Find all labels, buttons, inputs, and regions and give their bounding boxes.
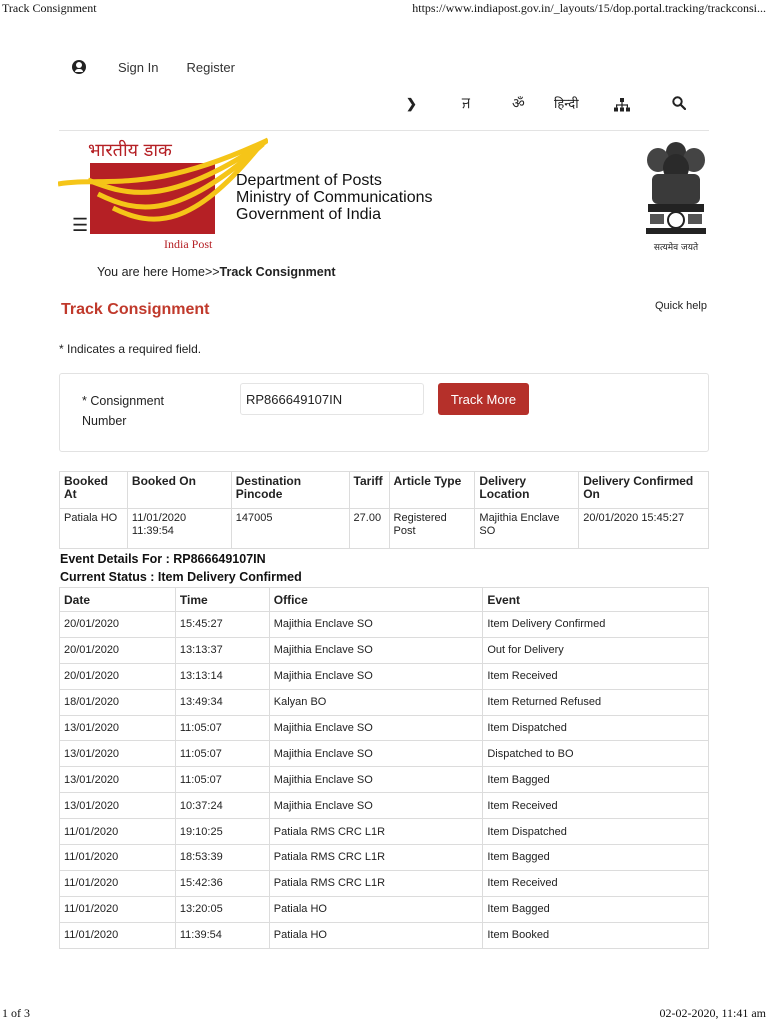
table-row <box>60 663 709 689</box>
table-row <box>60 922 709 948</box>
sitemap-icon[interactable] <box>614 98 630 115</box>
table-cell: 13/01/2020 <box>60 793 176 819</box>
search-icon[interactable] <box>672 96 686 113</box>
national-emblem <box>640 138 712 253</box>
brand-hindi-text: भारतीय डाक <box>88 140 172 161</box>
column-header: Tariff <box>349 472 389 509</box>
print-header <box>0 0 768 18</box>
column-header: Delivery Confirmed On <box>579 472 709 509</box>
table-row <box>60 819 709 845</box>
table-cell: Out for Delivery <box>483 637 709 663</box>
om-icon[interactable]: ॐ <box>512 96 525 112</box>
column-header: Delivery Location <box>475 472 579 509</box>
booking-header-row <box>60 472 709 509</box>
table-cell: Patiala HO <box>269 896 483 922</box>
print-title: Track Consignment <box>2 1 97 15</box>
dept-line: Department of Posts <box>236 172 382 189</box>
table-cell: Patiala RMS CRC L1R <box>269 819 483 845</box>
user-icon[interactable] <box>72 60 86 74</box>
table-cell: 15:45:27 <box>175 612 269 638</box>
table-cell: 11:05:07 <box>175 767 269 793</box>
page-title: Track Consignment <box>61 301 210 318</box>
brand-english-text: India Post <box>164 237 213 251</box>
column-header: Date <box>60 588 176 612</box>
column-header: Destination Pincode <box>231 472 349 509</box>
table-cell: Item Bagged <box>483 767 709 793</box>
menu-icon[interactable]: ☰ <box>72 215 89 235</box>
table-cell: Registered Post <box>389 509 475 549</box>
font-size-icon[interactable]: ꠔ <box>462 96 471 112</box>
table-cell: 20/01/2020 15:45:27 <box>579 509 709 549</box>
current-status: Current Status : Item Delivery Confirmed <box>60 570 302 584</box>
table-cell: Item Received <box>483 870 709 896</box>
chevron-down-icon[interactable]: ❯ <box>406 96 417 111</box>
table-row <box>60 793 709 819</box>
table-cell: Item Received <box>483 663 709 689</box>
table-cell: Kalyan BO <box>269 689 483 715</box>
table-cell: 20/01/2020 <box>60 663 176 689</box>
table-cell: 11/01/2020 <box>60 922 176 948</box>
table-cell: 13/01/2020 <box>60 741 176 767</box>
print-url: https://www.indiapost.gov.in/_layouts/15/dop.portal.tracking/trackconsi... <box>412 1 766 15</box>
table-row <box>60 612 709 638</box>
table-cell: Majithia Enclave SO <box>269 741 483 767</box>
required-field-note: * Indicates a required field. <box>59 342 202 356</box>
table-cell: 10:37:24 <box>175 793 269 819</box>
table-cell: Item Booked <box>483 922 709 948</box>
table-cell: Patiala HO <box>269 922 483 948</box>
table-cell: Item Returned Refused <box>483 689 709 715</box>
table-cell: 11/01/2020 <box>60 870 176 896</box>
table-cell: Majithia Enclave SO <box>269 767 483 793</box>
table-cell: 11:05:07 <box>175 741 269 767</box>
department-name <box>236 172 433 223</box>
event-details-title: Event Details For : RP866649107IN <box>60 552 266 566</box>
consignment-number-input[interactable] <box>240 383 424 415</box>
table-cell: Patiala HO <box>60 509 128 549</box>
table-cell: Majithia Enclave SO <box>269 612 483 638</box>
column-header: Time <box>175 588 269 612</box>
table-cell: Item Dispatched <box>483 715 709 741</box>
table-row <box>60 715 709 741</box>
column-header: Article Type <box>389 472 475 509</box>
column-header: Event <box>483 588 709 612</box>
table-cell: Item Delivery Confirmed <box>483 612 709 638</box>
table-cell: 13/01/2020 <box>60 715 176 741</box>
table-cell: Majithia Enclave SO <box>475 509 579 549</box>
breadcrumb-current: Track Consignment <box>219 265 336 279</box>
table-cell: Majithia Enclave SO <box>269 663 483 689</box>
booking-details-table <box>59 471 709 549</box>
table-cell: Item Dispatched <box>483 819 709 845</box>
breadcrumb <box>97 265 336 279</box>
event-details-heading <box>60 550 302 586</box>
table-cell: Item Bagged <box>483 845 709 871</box>
table-row <box>60 870 709 896</box>
table-cell: 18:53:39 <box>175 845 269 871</box>
sign-in-link[interactable]: Sign In <box>118 59 159 75</box>
column-header: Booked At <box>60 472 128 509</box>
event-details-table <box>59 587 709 949</box>
table-cell: 13:49:34 <box>175 689 269 715</box>
table-cell: 13:13:37 <box>175 637 269 663</box>
table-cell: Dispatched to BO <box>483 741 709 767</box>
print-page-number: 1 of 3 <box>2 1006 30 1020</box>
table-row <box>60 741 709 767</box>
table-cell: 20/01/2020 <box>60 612 176 638</box>
event-header-row <box>60 588 709 612</box>
table-cell: Patiala RMS CRC L1R <box>269 870 483 896</box>
table-cell: 11/01/2020 11:39:54 <box>127 509 231 549</box>
utility-icon-bar <box>398 94 698 118</box>
table-cell: 147005 <box>231 509 349 549</box>
booking-row <box>60 509 709 549</box>
table-cell: Majithia Enclave SO <box>269 637 483 663</box>
table-row <box>60 767 709 793</box>
dept-line: Government of India <box>236 206 381 223</box>
consignment-form <box>59 373 709 452</box>
track-more-button[interactable]: Track More <box>438 383 529 415</box>
table-row <box>60 845 709 871</box>
table-cell: 18/01/2020 <box>60 689 176 715</box>
emblem-motto: सत्यमेव जयते <box>653 243 699 253</box>
column-header: Booked On <box>127 472 231 509</box>
table-cell: 13/01/2020 <box>60 767 176 793</box>
print-datetime: 02-02-2020, 11:41 am <box>659 1006 766 1020</box>
top-account-bar <box>72 56 263 78</box>
table-row <box>60 637 709 663</box>
table-row <box>60 896 709 922</box>
table-cell: 13:13:14 <box>175 663 269 689</box>
table-cell: Item Bagged <box>483 896 709 922</box>
table-cell: 15:42:36 <box>175 870 269 896</box>
table-cell: Majithia Enclave SO <box>269 715 483 741</box>
table-cell: 13:20:05 <box>175 896 269 922</box>
table-cell: 11/01/2020 <box>60 845 176 871</box>
register-link[interactable]: Register <box>186 59 235 75</box>
table-cell: 11/01/2020 <box>60 819 176 845</box>
table-cell: Patiala RMS CRC L1R <box>269 845 483 871</box>
breadcrumb-prefix[interactable]: You are here Home>> <box>97 265 220 279</box>
table-cell: 20/01/2020 <box>60 637 176 663</box>
column-header: Office <box>269 588 483 612</box>
consignment-number-label: * Consignment Number <box>82 394 164 428</box>
table-cell: 11/01/2020 <box>60 896 176 922</box>
ashoka-emblem-icon <box>640 138 712 238</box>
table-cell: Item Received <box>483 793 709 819</box>
header-divider <box>59 130 709 131</box>
print-footer <box>0 1004 768 1024</box>
dept-line: Ministry of Communications <box>236 189 433 206</box>
hindi-language-link[interactable]: हिन्दी <box>554 97 579 112</box>
table-cell: Majithia Enclave SO <box>269 793 483 819</box>
table-cell: 11:39:54 <box>175 922 269 948</box>
table-cell: 11:05:07 <box>175 715 269 741</box>
quick-help-link[interactable]: Quick help <box>655 300 707 312</box>
table-cell: 19:10:25 <box>175 819 269 845</box>
table-row <box>60 689 709 715</box>
table-cell: 27.00 <box>349 509 389 549</box>
